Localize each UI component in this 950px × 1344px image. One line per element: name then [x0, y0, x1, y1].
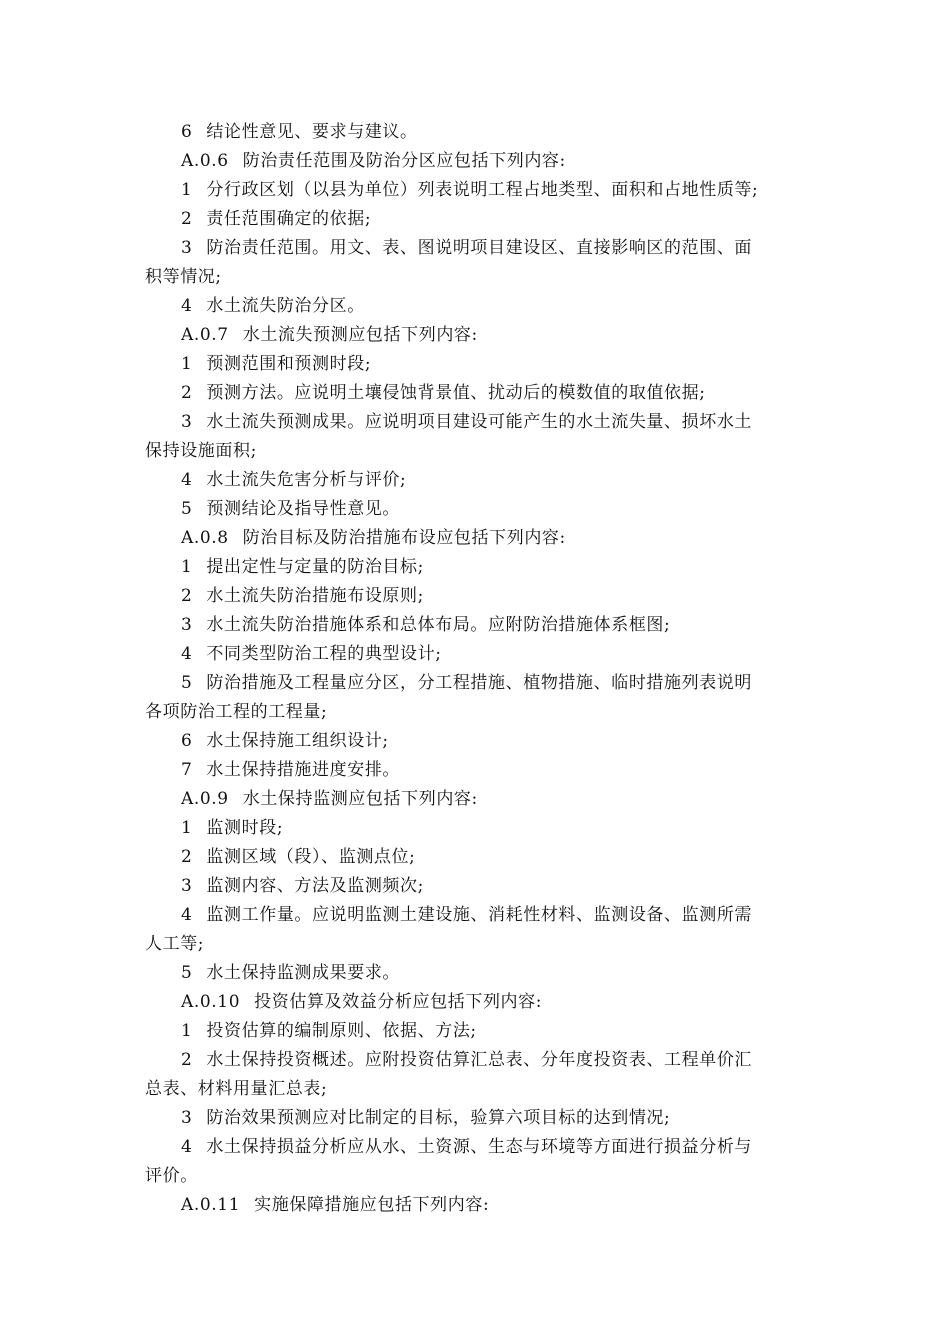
item-text: 水土保持监测成果要求。 — [206, 963, 401, 983]
list-item — [145, 727, 815, 756]
continuation-line — [145, 1075, 815, 1104]
list-item — [145, 466, 815, 495]
item-text: 防治责任范围。用文、表、图说明项目建设区、直接影响区的范围、面 — [206, 238, 753, 258]
section-text: 投资估算及效益分析应包括下列内容: — [254, 992, 543, 1012]
item-number: 4 — [181, 296, 193, 316]
item-text: 评价。 — [145, 1166, 198, 1186]
section-heading — [145, 147, 815, 176]
section-text: 防治目标及防治措施布设应包括下列内容: — [242, 528, 566, 548]
item-number: 1 — [181, 557, 193, 577]
item-text: 水土保持措施进度安排。 — [206, 760, 401, 780]
item-number: 2 — [181, 847, 193, 867]
list-item — [145, 582, 815, 611]
item-number: 4 — [181, 1137, 193, 1157]
section-heading — [145, 1191, 815, 1220]
list-item — [145, 350, 815, 379]
section-text: 实施保障措施应包括下列内容: — [254, 1195, 490, 1215]
item-text: 水土流失危害分析与评价; — [206, 470, 407, 490]
item-number: 6 — [181, 122, 193, 142]
list-item — [145, 292, 815, 321]
item-number: 3 — [181, 238, 193, 258]
list-item — [145, 1104, 815, 1133]
item-number: 2 — [181, 209, 193, 229]
continuation-line — [145, 1162, 815, 1191]
section-number: A.0.11 — [181, 1195, 241, 1215]
section-number: A.0.6 — [181, 151, 229, 171]
item-number: 4 — [181, 644, 193, 664]
item-number: 3 — [181, 615, 193, 635]
section-heading — [145, 321, 815, 350]
item-text: 提出定性与定量的防治目标; — [206, 557, 424, 577]
item-text: 积等情况; — [145, 267, 222, 287]
continuation-line — [145, 263, 815, 292]
item-text: 不同类型防治工程的典型设计; — [206, 644, 442, 664]
item-text: 水土流失防治分区。 — [206, 296, 365, 316]
item-number: 2 — [181, 383, 193, 403]
continuation-line — [145, 930, 815, 959]
item-number: 3 — [181, 412, 193, 432]
list-item — [145, 1017, 815, 1046]
item-number: 3 — [181, 1108, 193, 1128]
section-number: A.0.10 — [181, 992, 241, 1012]
item-number: 6 — [181, 731, 193, 751]
document-body — [145, 118, 815, 1220]
item-number: 1 — [181, 180, 193, 200]
list-item — [145, 408, 815, 437]
item-number: 7 — [181, 760, 193, 780]
section-heading — [145, 785, 815, 814]
item-text: 监测时段; — [206, 818, 284, 838]
list-item — [145, 234, 815, 263]
item-number: 5 — [181, 673, 193, 693]
item-text: 保持设施面积; — [145, 441, 257, 461]
list-item — [145, 611, 815, 640]
list-item — [145, 1133, 815, 1162]
item-text: 预测范围和预测时段; — [206, 354, 372, 374]
list-item — [145, 553, 815, 582]
item-number: 1 — [181, 818, 193, 838]
item-text: 分行政区划（以县为单位）列表说明工程占地类型、面积和占地性质等; — [206, 180, 759, 200]
list-item — [145, 176, 815, 205]
list-item — [145, 205, 815, 234]
item-text: 预测结论及指导性意见。 — [206, 499, 401, 519]
section-number: A.0.8 — [181, 528, 229, 548]
list-item — [145, 379, 815, 408]
section-heading — [145, 988, 815, 1017]
item-text: 水土流失防治措施布设原则; — [206, 586, 424, 606]
item-text: 防治效果预测应对比制定的目标，验算六项目标的达到情况; — [206, 1108, 671, 1128]
section-text: 水土流失预测应包括下列内容: — [242, 325, 478, 345]
list-item — [145, 669, 815, 698]
list-item — [145, 901, 815, 930]
item-number: 4 — [181, 470, 193, 490]
item-number: 1 — [181, 1021, 193, 1041]
item-number: 3 — [181, 876, 193, 896]
item-number: 2 — [181, 1050, 193, 1070]
item-text: 总表、材料用量汇总表; — [145, 1079, 328, 1099]
item-text: 监测区域（段）、监测点位; — [206, 847, 416, 867]
item-text: 投资估算的编制原则、依据、方法; — [206, 1021, 477, 1041]
item-text: 防治措施及工程量应分区，分工程措施、植物措施、临时措施列表说明 — [206, 673, 753, 693]
section-text: 防治责任范围及防治分区应包括下列内容: — [242, 151, 566, 171]
item-number: 1 — [181, 354, 193, 374]
item-text: 责任范围确定的依据; — [206, 209, 372, 229]
list-item — [145, 640, 815, 669]
item-text: 水土流失防治措施体系和总体布局。应附防治措施体系框图; — [206, 615, 671, 635]
list-item — [145, 1046, 815, 1075]
item-number: 5 — [181, 499, 193, 519]
section-text: 水土保持监测应包括下列内容: — [242, 789, 478, 809]
item-text: 人工等; — [145, 934, 205, 954]
item-text: 结论性意见、要求与建议。 — [206, 122, 418, 142]
item-text: 预测方法。应说明土壤侵蚀背景值、扰动后的模数值的取值依据; — [206, 383, 706, 403]
item-text: 水土保持投资概述。应附投资估算汇总表、分年度投资表、工程单价汇 — [206, 1050, 753, 1070]
list-item — [145, 495, 815, 524]
continuation-line — [145, 437, 815, 466]
item-number: 4 — [181, 905, 193, 925]
item-text: 水土保持施工组织设计; — [206, 731, 389, 751]
item-text: 水土流失预测成果。应说明项目建设可能产生的水土流失量、损坏水土 — [206, 412, 753, 432]
item-number: 2 — [181, 586, 193, 606]
list-item — [145, 872, 815, 901]
list-item — [145, 959, 815, 988]
item-text: 监测工作量。应说明监测土建设施、消耗性材料、监测设备、监测所需 — [206, 905, 753, 925]
list-item — [145, 843, 815, 872]
item-text: 水土保持损益分析应从水、土资源、生态与环境等方面进行损益分析与 — [206, 1137, 753, 1157]
list-item — [145, 756, 815, 785]
section-heading — [145, 524, 815, 553]
item-text: 各项防治工程的工程量; — [145, 702, 328, 722]
item-text: 监测内容、方法及监测频次; — [206, 876, 424, 896]
continuation-line — [145, 698, 815, 727]
section-number: A.0.9 — [181, 789, 229, 809]
list-item — [145, 118, 815, 147]
section-number: A.0.7 — [181, 325, 229, 345]
list-item — [145, 814, 815, 843]
item-number: 5 — [181, 963, 193, 983]
